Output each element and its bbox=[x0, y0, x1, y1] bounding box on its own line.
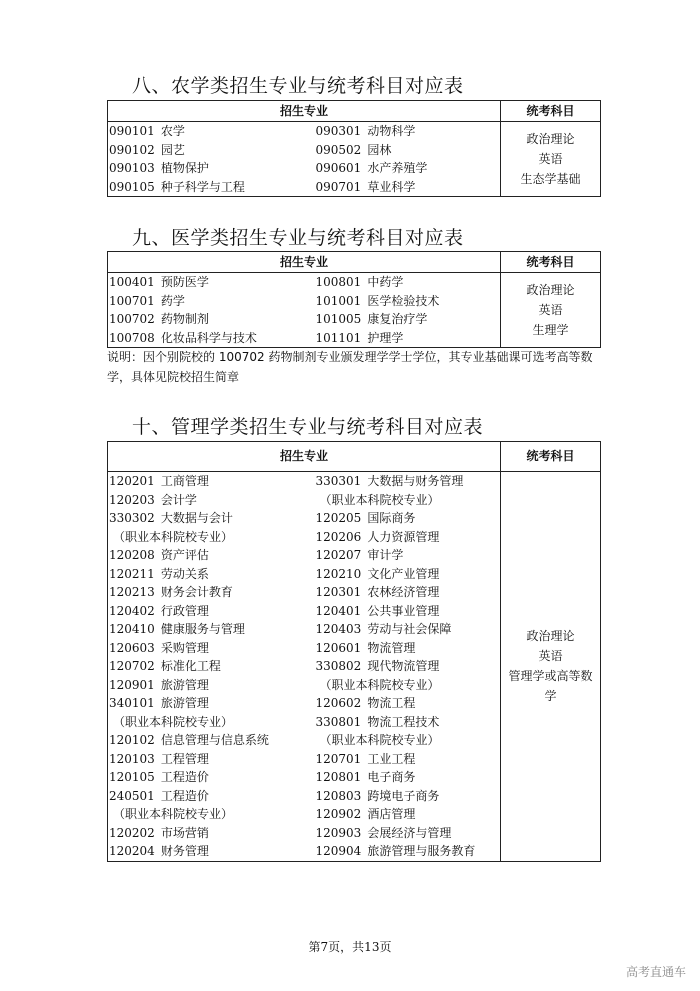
major-row bbox=[315, 750, 501, 769]
major-row bbox=[315, 657, 501, 676]
major-code: 120105 bbox=[109, 770, 155, 784]
major-name: 旅游管理 bbox=[160, 677, 209, 692]
major-name: 信息管理与信息系统 bbox=[160, 733, 269, 747]
subject-item: 政治理论 bbox=[526, 629, 575, 644]
subjects-cell bbox=[501, 122, 601, 197]
major-row bbox=[315, 824, 501, 843]
major-row bbox=[108, 583, 315, 602]
major-code: 120803 bbox=[315, 788, 362, 803]
major-code: 120301 bbox=[315, 585, 362, 599]
major-row bbox=[108, 509, 315, 528]
major-row bbox=[108, 620, 315, 639]
major-row bbox=[108, 824, 315, 843]
major-name: 工程造价 bbox=[160, 770, 209, 784]
major-row bbox=[315, 141, 501, 160]
subject-item: 管理学或高等数 bbox=[508, 669, 593, 684]
major-code: 090301 bbox=[315, 124, 362, 138]
section-title-management: 十、管理学类招生专业与统考科目对应表 bbox=[132, 416, 484, 438]
major-code: 100401 bbox=[109, 275, 155, 289]
major-code: 330801 bbox=[315, 714, 362, 729]
major-name: 大数据与财务管理 bbox=[367, 474, 464, 488]
major-code: 330301 bbox=[315, 474, 362, 488]
major-name: 旅游管理 bbox=[160, 696, 209, 710]
major-row bbox=[315, 310, 501, 329]
major-name: 农学 bbox=[160, 124, 185, 138]
subject-item: 政治理论 bbox=[526, 132, 575, 146]
majors-right-column bbox=[315, 122, 501, 197]
subject-item: 英语 bbox=[538, 649, 563, 664]
major-row bbox=[315, 565, 501, 584]
major-name: 标准化工程 bbox=[160, 659, 221, 673]
major-code: 090502 bbox=[315, 142, 362, 157]
major-name: 现代物流管理 bbox=[367, 659, 440, 673]
major-name: （职业本科院校专业） bbox=[113, 807, 234, 821]
major-row bbox=[108, 310, 315, 329]
major-row bbox=[315, 528, 501, 547]
major-name: 园艺 bbox=[160, 142, 185, 157]
major-code: 120701 bbox=[315, 751, 362, 766]
major-name: 文化产业管理 bbox=[367, 566, 440, 581]
major-code: 101101 bbox=[315, 330, 362, 345]
major-code: 120403 bbox=[315, 622, 362, 636]
major-row bbox=[315, 768, 501, 787]
subject-item: 政治理论 bbox=[526, 283, 575, 297]
major-code: 090102 bbox=[109, 142, 155, 157]
major-name: 预防医学 bbox=[160, 275, 209, 289]
major-name: （职业本科院校专业） bbox=[319, 677, 440, 692]
major-row bbox=[315, 122, 501, 141]
major-name: 药学 bbox=[160, 293, 185, 308]
major-code: 330302 bbox=[109, 511, 155, 525]
subject-item: 英语 bbox=[538, 303, 563, 317]
majors-left-column bbox=[108, 122, 315, 197]
major-code: 101005 bbox=[315, 312, 362, 326]
major-name: 会展经济与管理 bbox=[367, 825, 452, 840]
major-name: 国际商务 bbox=[367, 511, 416, 525]
major-row bbox=[315, 329, 501, 348]
major-name: 植物保护 bbox=[160, 161, 209, 175]
major-name: （职业本科院校专业） bbox=[113, 529, 234, 544]
major-code: 120903 bbox=[315, 825, 362, 840]
major-name: 水产养殖学 bbox=[367, 161, 428, 175]
major-code: 120603 bbox=[109, 640, 155, 655]
major-code: 120601 bbox=[315, 640, 362, 655]
section-title-agriculture: 八、农学类招生专业与统考科目对应表 bbox=[132, 75, 464, 97]
major-row bbox=[108, 273, 315, 292]
major-code: 340101 bbox=[109, 696, 155, 710]
major-name: 医学检验技术 bbox=[367, 293, 440, 308]
major-row bbox=[108, 178, 315, 197]
major-row bbox=[108, 122, 315, 141]
major-name: 会计学 bbox=[160, 492, 197, 507]
major-row bbox=[108, 842, 315, 861]
major-row bbox=[315, 583, 501, 602]
major-row bbox=[108, 565, 315, 584]
major-row bbox=[108, 768, 315, 787]
major-code: 120205 bbox=[315, 511, 362, 525]
major-name: 劳动关系 bbox=[160, 566, 209, 581]
major-name: 动物科学 bbox=[367, 124, 416, 138]
medicine-table bbox=[107, 251, 601, 348]
major-name: 工程造价 bbox=[160, 788, 209, 803]
major-code: 090601 bbox=[315, 161, 362, 175]
major-row bbox=[315, 694, 501, 713]
major-row bbox=[315, 602, 501, 621]
major-code: 120210 bbox=[315, 566, 362, 581]
major-row bbox=[315, 509, 501, 528]
major-row bbox=[108, 141, 315, 160]
major-row bbox=[108, 159, 315, 178]
header-subjects: 统考科目 bbox=[501, 442, 601, 472]
major-name: 物流工程 bbox=[367, 696, 416, 710]
major-name: 市场营销 bbox=[160, 825, 209, 840]
major-row bbox=[108, 491, 315, 510]
major-name: 工程管理 bbox=[160, 751, 209, 766]
major-name: （职业本科院校专业） bbox=[319, 733, 440, 747]
major-name: 采购管理 bbox=[160, 640, 209, 655]
major-row bbox=[108, 657, 315, 676]
major-code: 120902 bbox=[315, 807, 362, 821]
major-row bbox=[108, 546, 315, 565]
majors-left-column bbox=[108, 472, 315, 862]
major-name: 种子科学与工程 bbox=[160, 179, 245, 194]
major-row bbox=[108, 805, 315, 824]
major-name: 人力资源管理 bbox=[367, 529, 440, 544]
major-code: 120904 bbox=[315, 844, 362, 858]
major-code: 120102 bbox=[109, 733, 155, 747]
major-row bbox=[315, 713, 501, 732]
major-code: 090701 bbox=[315, 179, 362, 194]
major-code: 100801 bbox=[315, 275, 362, 289]
subject-item: 学 bbox=[544, 689, 557, 704]
management-table bbox=[107, 441, 601, 862]
watermark: 高考直通车 bbox=[625, 965, 686, 979]
major-name: 物流管理 bbox=[367, 640, 416, 655]
section-title-medicine: 九、医学类招生专业与统考科目对应表 bbox=[132, 227, 464, 249]
major-row bbox=[315, 731, 501, 750]
major-name: 酒店管理 bbox=[367, 807, 416, 821]
major-name: 劳动与社会保障 bbox=[367, 622, 452, 636]
major-name: 财务会计教育 bbox=[160, 585, 233, 599]
medicine-note: 说明：因个别院校的 100702 药物制剂专业颁发理学学士学位，其专业基础课可选考高等数学，具体见院校招生简章 bbox=[107, 350, 593, 384]
major-code: 120602 bbox=[315, 696, 362, 710]
major-code: 120401 bbox=[315, 603, 362, 618]
major-row bbox=[315, 805, 501, 824]
header-majors: 招生专业 bbox=[108, 442, 501, 472]
major-name: 药物制剂 bbox=[160, 312, 209, 326]
major-row bbox=[315, 546, 501, 565]
header-majors: 招生专业 bbox=[108, 101, 501, 122]
subjects-cell bbox=[501, 472, 601, 862]
major-code: 101001 bbox=[315, 293, 362, 308]
major-name: 草业科学 bbox=[367, 179, 416, 194]
majors-right-column bbox=[315, 472, 501, 862]
major-code: 090101 bbox=[109, 124, 155, 138]
header-majors: 招生专业 bbox=[108, 252, 501, 273]
major-row bbox=[108, 731, 315, 750]
major-code: 100708 bbox=[109, 330, 155, 345]
major-code: 090103 bbox=[109, 161, 155, 175]
major-name: 物流工程技术 bbox=[367, 714, 440, 729]
major-row bbox=[315, 491, 501, 510]
major-name: 大数据与会计 bbox=[160, 511, 233, 525]
major-row bbox=[315, 639, 501, 658]
page-number: 第7页，共13页 bbox=[308, 940, 392, 954]
major-code: 120208 bbox=[109, 548, 155, 562]
major-name: 工业工程 bbox=[367, 751, 416, 766]
major-name: 护理学 bbox=[367, 330, 404, 345]
major-row bbox=[108, 676, 315, 695]
major-row bbox=[108, 787, 315, 806]
major-name: 财务管理 bbox=[160, 844, 209, 858]
major-code: 120211 bbox=[109, 566, 155, 581]
major-name: 资产评估 bbox=[160, 548, 209, 562]
major-name: （职业本科院校专业） bbox=[319, 492, 440, 507]
major-code: 120702 bbox=[109, 659, 155, 673]
major-code: 120801 bbox=[315, 770, 362, 784]
major-name: 旅游管理与服务教育 bbox=[367, 844, 476, 858]
major-row bbox=[315, 620, 501, 639]
major-row bbox=[315, 472, 501, 491]
major-name: 康复治疗学 bbox=[367, 312, 428, 326]
majors-right-column bbox=[315, 273, 501, 348]
major-name: 工商管理 bbox=[160, 474, 209, 488]
agriculture-table bbox=[107, 100, 601, 197]
major-row bbox=[315, 178, 501, 197]
major-row bbox=[315, 787, 501, 806]
major-row bbox=[315, 842, 501, 861]
major-row bbox=[108, 292, 315, 311]
major-row bbox=[108, 713, 315, 732]
major-code: 120901 bbox=[109, 677, 155, 692]
major-code: 240501 bbox=[109, 788, 155, 803]
subjects-cell bbox=[501, 273, 601, 348]
major-name: 电子商务 bbox=[367, 770, 416, 784]
major-code: 120207 bbox=[315, 548, 362, 562]
major-name: （职业本科院校专业） bbox=[113, 714, 234, 729]
header-subjects: 统考科目 bbox=[501, 101, 601, 122]
subject-item: 生理学 bbox=[532, 323, 569, 337]
major-row bbox=[108, 528, 315, 547]
major-code: 120203 bbox=[109, 492, 155, 507]
subject-item: 英语 bbox=[538, 152, 563, 166]
subject-item: 生态学基础 bbox=[520, 172, 581, 186]
major-row bbox=[315, 676, 501, 695]
major-row bbox=[108, 750, 315, 769]
major-name: 农林经济管理 bbox=[367, 585, 440, 599]
major-row bbox=[315, 273, 501, 292]
major-code: 120201 bbox=[109, 474, 155, 488]
major-code: 120204 bbox=[109, 844, 155, 858]
majors-left-column bbox=[108, 273, 315, 348]
major-name: 化妆品科学与技术 bbox=[160, 330, 257, 345]
major-code: 120402 bbox=[109, 603, 155, 618]
major-code: 120206 bbox=[315, 529, 362, 544]
major-name: 跨境电子商务 bbox=[367, 788, 440, 803]
major-code: 120202 bbox=[109, 825, 155, 840]
major-name: 健康服务与管理 bbox=[160, 622, 245, 636]
major-row bbox=[108, 694, 315, 713]
major-code: 090105 bbox=[109, 179, 155, 194]
major-row bbox=[108, 472, 315, 491]
major-name: 行政管理 bbox=[160, 603, 209, 618]
major-name: 审计学 bbox=[367, 548, 404, 562]
major-code: 120410 bbox=[109, 622, 155, 636]
major-code: 100701 bbox=[109, 293, 155, 308]
major-name: 公共事业管理 bbox=[367, 603, 440, 618]
major-row bbox=[315, 292, 501, 311]
major-row bbox=[108, 639, 315, 658]
major-row bbox=[108, 329, 315, 348]
major-row bbox=[108, 602, 315, 621]
major-code: 120103 bbox=[109, 751, 155, 766]
major-name: 园林 bbox=[367, 142, 392, 157]
major-name: 中药学 bbox=[367, 275, 404, 289]
major-code: 100702 bbox=[109, 312, 155, 326]
major-code: 330802 bbox=[315, 659, 362, 673]
major-code: 120213 bbox=[109, 585, 155, 599]
major-row bbox=[315, 159, 501, 178]
header-subjects: 统考科目 bbox=[501, 252, 601, 273]
